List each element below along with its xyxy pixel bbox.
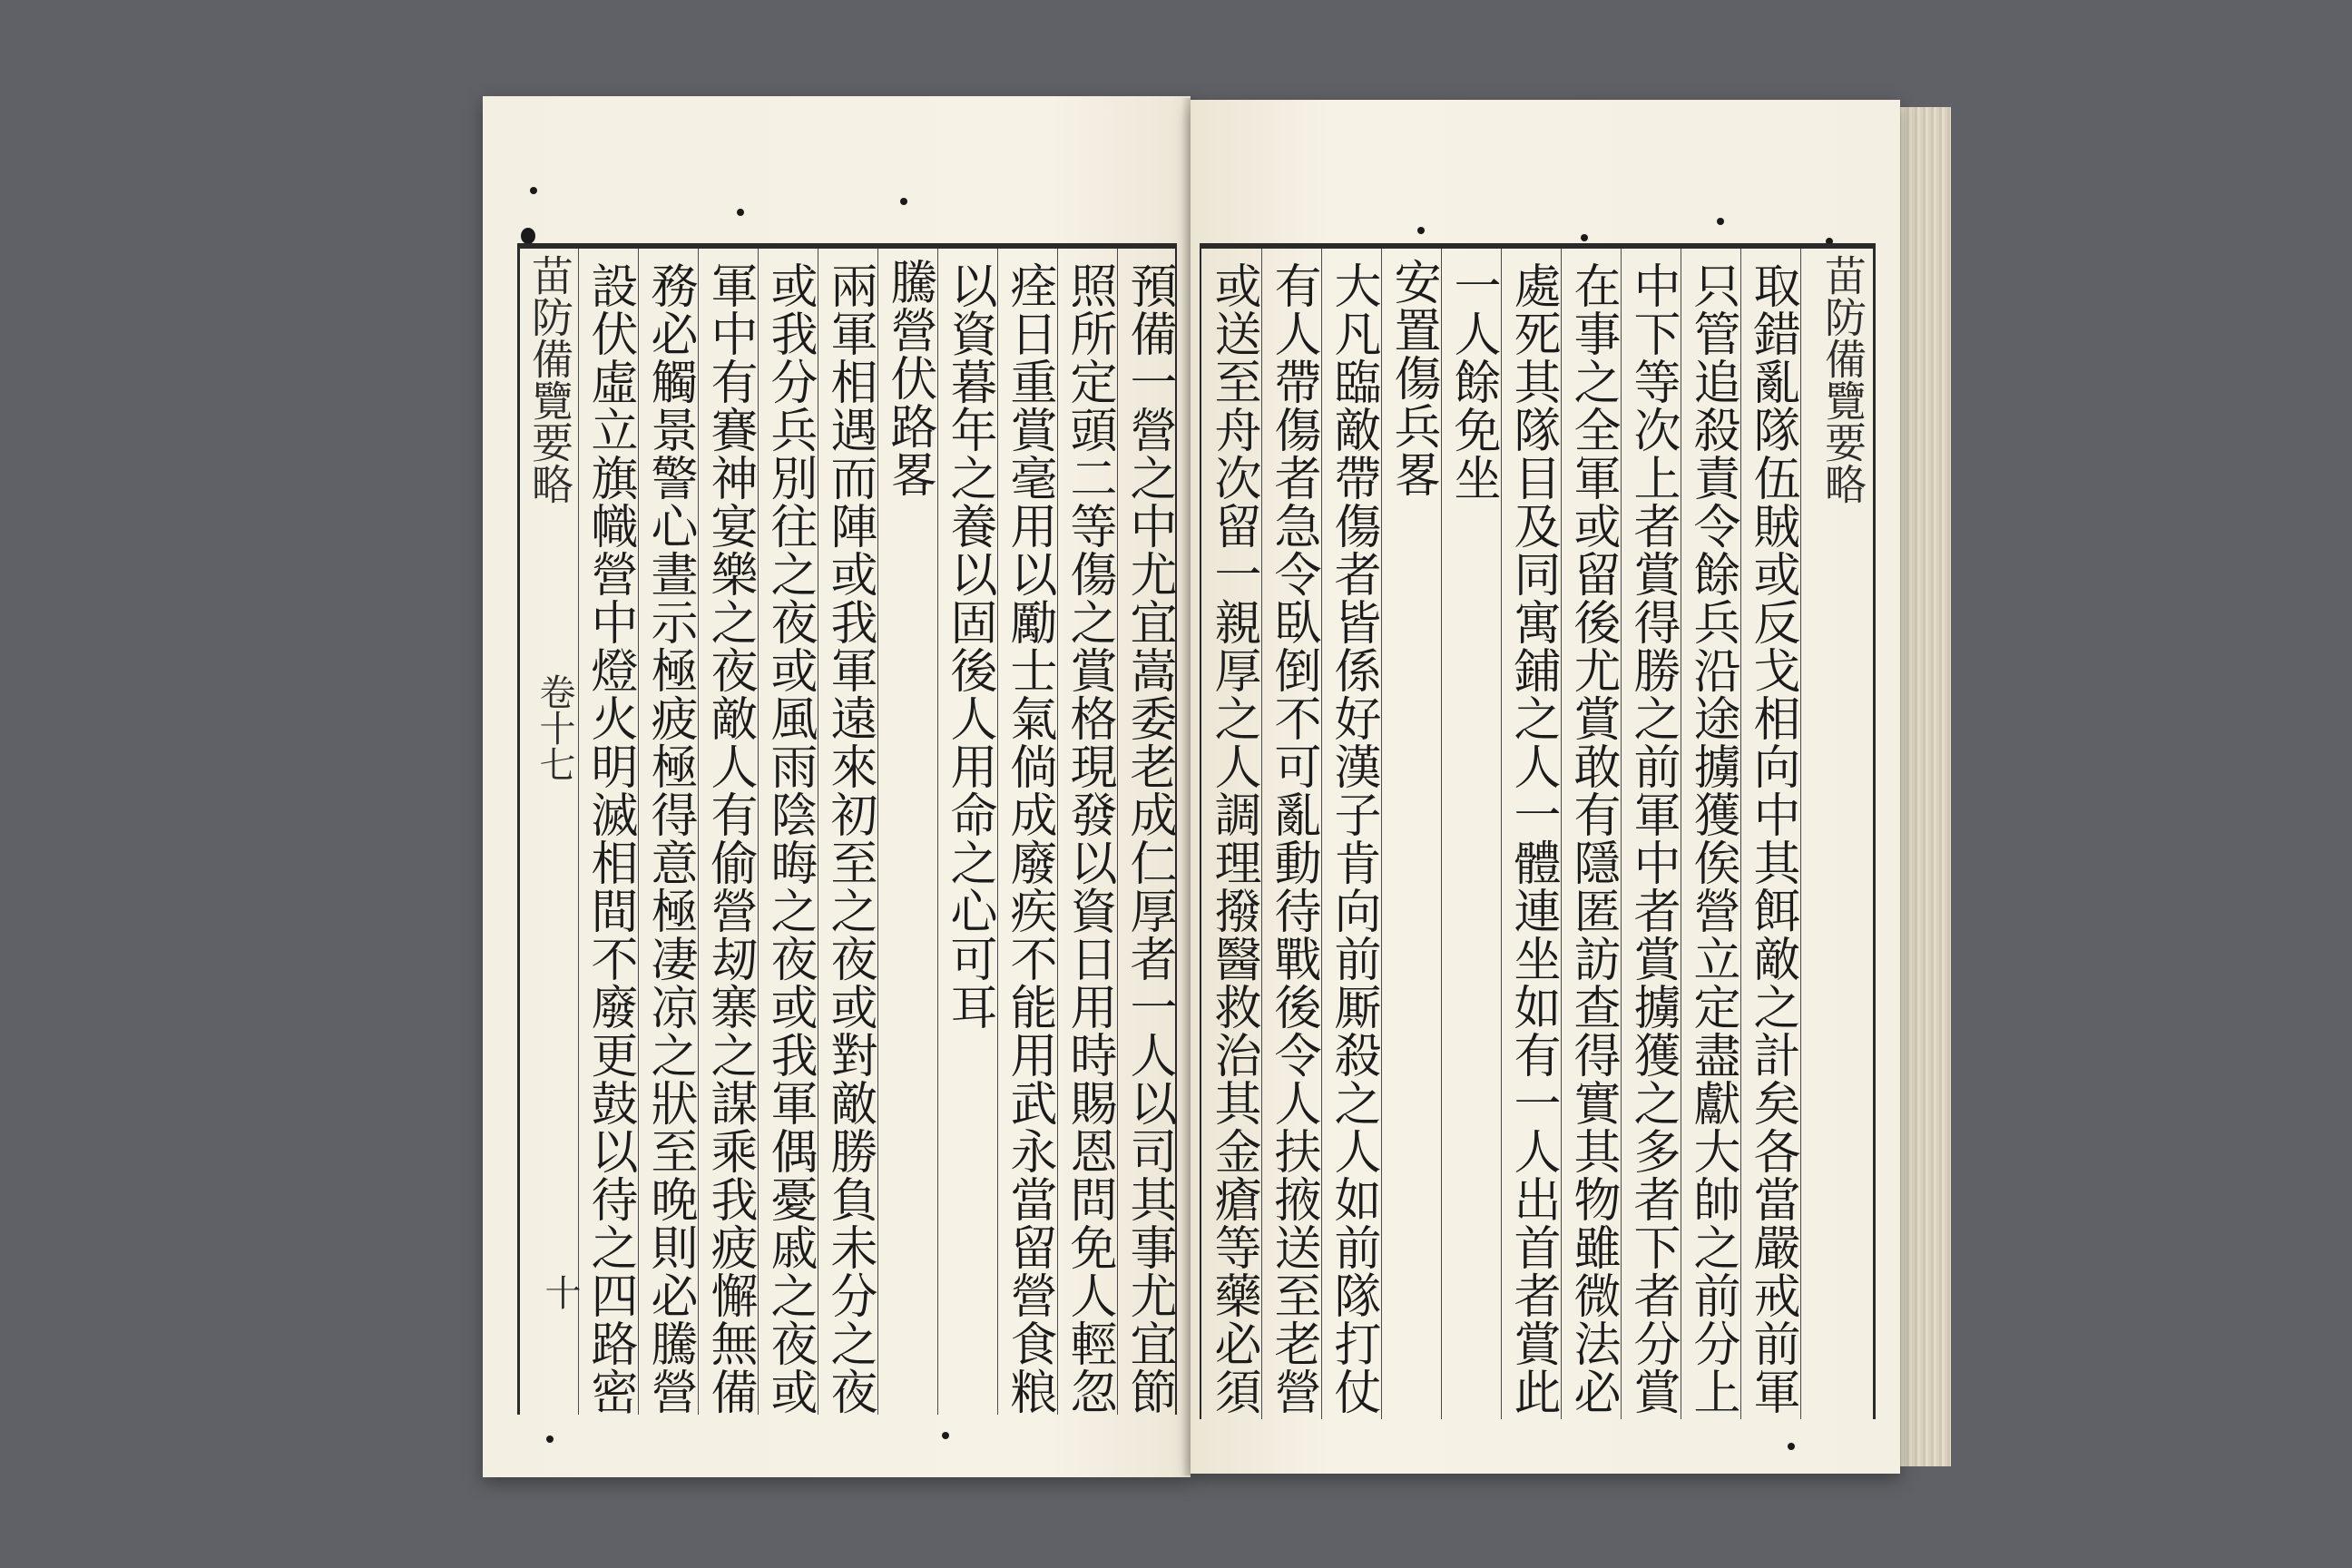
text-column: 痊日重賞毫用以勵士氣倘成廢疾不能用武永當留營食粮: [1002, 261, 1056, 1416]
binding-hole: [1717, 218, 1724, 225]
binding-hole: [1788, 1443, 1795, 1450]
text-column: 一人餘免坐: [1446, 261, 1500, 502]
text-column: 軍中有賽神宴樂之夜敵人有偷營刼寨之謀乘我疲懈無備: [702, 261, 757, 1416]
text-column: 有人帶傷者急令臥倒不可亂動待戰後令人扶掖送至老營: [1266, 261, 1320, 1416]
left-page: [483, 96, 1191, 1477]
margin-book-title: 苗防備覽要略: [1818, 254, 1867, 505]
text-column: 只管追殺責令餘兵沿途擄獲俟營立定盡獻大帥之前分上: [1685, 261, 1740, 1416]
text-column: 處死其隊目及同寓鋪之人一體連坐如有一人出首者賞此: [1505, 261, 1560, 1416]
text-column: 在事之全軍或留後尤賞敢有隱匿訪查得實其物雖微法必: [1565, 261, 1620, 1416]
binding-hole: [942, 1432, 949, 1439]
folio-number: 十: [539, 1274, 581, 1310]
text-column: 照所定頭二等傷之賞格現發以資日用時賜恩問免人輕忽: [1062, 261, 1116, 1416]
section-heading: 安置傷兵畧: [1386, 258, 1440, 498]
right-page: [1191, 100, 1900, 1474]
fascicle-label: 卷十七: [534, 673, 575, 782]
ink-spot: [521, 228, 535, 244]
binding-hole: [737, 209, 744, 216]
text-column: 取錯亂隊伍賊或反戈相向中其餌敵之計矣各當嚴戒前軍: [1745, 261, 1799, 1416]
binding-hole: [1417, 227, 1425, 234]
margin-book-title: 苗防備覽要略: [525, 254, 574, 505]
text-column: 大凡臨敵帶傷者皆係好漢子肯向前厮殺之人如前隊打仗: [1326, 261, 1380, 1416]
text-column: 務必觸景警心晝示極疲極得意極凄凉之狀至晚則必騰營: [642, 261, 697, 1416]
section-heading: 騰營伏路畧: [882, 258, 936, 498]
binding-hole: [530, 187, 537, 194]
text-column: 中下等次上者賞得勝之前軍中者賞擄獲之多者下者分賞: [1625, 261, 1680, 1416]
text-column: 以資暮年之養以固後人用命之心可耳: [942, 261, 996, 1031]
right-text-frame: [1200, 243, 1876, 1419]
binding-hole: [1581, 234, 1588, 241]
binding-hole: [900, 198, 907, 205]
binding-hole: [546, 1436, 554, 1443]
text-column: 或送至舟次留一親厚之人調理撥醫救治其金瘡等藥必須: [1206, 261, 1260, 1416]
text-column: 兩軍相遇而陣或我軍遠來初至之夜或對敵勝負未分之夜: [822, 261, 877, 1416]
text-column: 設伏虛立旗幟營中燈火明滅相間不廢更鼓以待之四路密: [583, 261, 637, 1416]
text-column: 或我分兵別往之夜或風雨陰晦之夜或我軍偶憂戚之夜或: [762, 261, 817, 1416]
left-text-frame: [517, 243, 1177, 1415]
text-column: 預備一營之中尤宜嵩委老成仁厚者一人以司其事尤宜節: [1122, 261, 1176, 1416]
